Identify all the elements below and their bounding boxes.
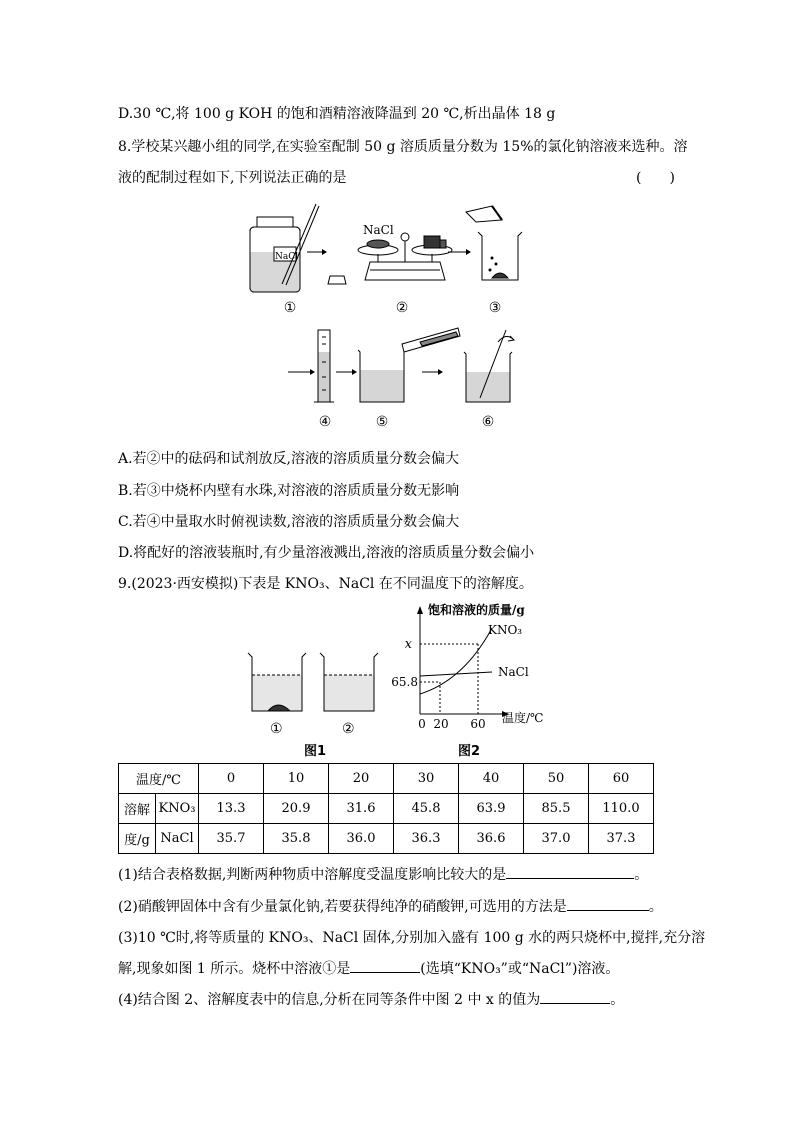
arrow-head	[352, 369, 357, 375]
table-cell: 31.6	[329, 794, 394, 824]
step-number: ④	[318, 414, 332, 430]
beaker-2	[320, 653, 378, 711]
row-name: KNO₃	[156, 794, 199, 824]
q8-stem-line2: 液的配制过程如下,下列说法正确的是	[118, 170, 347, 186]
step-number: ③	[488, 300, 502, 316]
apparatus-figure	[230, 192, 570, 432]
arrow-head	[466, 249, 471, 255]
table-cell: 85.5	[524, 794, 589, 824]
answer-blank[interactable]	[506, 864, 634, 879]
beaker-2-label: ②	[342, 721, 355, 737]
q9-sub1	[118, 864, 648, 884]
header-temp: 10	[264, 764, 329, 794]
q8-option-d: D.将配好的溶液装瓶时,有少量溶液溅出,溶液的溶质质量分数会偏小	[118, 545, 535, 561]
y-tick-x: x	[404, 637, 412, 652]
answer-blank[interactable]	[540, 989, 610, 1004]
period: 。	[648, 899, 663, 915]
answer-parentheses: ( )	[636, 170, 675, 186]
q8-stem-line1: 8.学校某兴趣小组的同学,在实验室配制 50 g 溶质质量分数为 15%的氯化钠溶液来选种。溶	[118, 139, 688, 155]
beaker-with-solid	[466, 206, 522, 280]
step-number: ⑥	[481, 414, 495, 430]
table-row	[119, 794, 654, 824]
q9-sub2	[118, 896, 663, 916]
q9-stem: 9.(2023·西安模拟)下表是 KNO₃、NaCl 在不同温度下的溶解度。	[118, 576, 533, 592]
table-cell: 35.8	[264, 824, 329, 854]
q9-sub4	[118, 989, 624, 1009]
balance	[358, 233, 452, 280]
kno3-curve	[420, 628, 492, 694]
beaker-pouring	[358, 328, 460, 402]
table-header-row	[119, 764, 654, 794]
header-temp: 20	[329, 764, 394, 794]
step-number: ①	[283, 300, 297, 316]
table-cell: 110.0	[589, 794, 654, 824]
table-cell: 35.7	[199, 824, 264, 854]
header-temp: 50	[524, 764, 589, 794]
x-tick-0: 0	[418, 717, 426, 730]
y-axis-arrow	[417, 606, 423, 614]
arrow-head	[438, 369, 443, 375]
header-temp: 0	[199, 764, 264, 794]
x-tick-60: 60	[470, 717, 486, 730]
q9-sub3-line2	[118, 958, 619, 978]
table-cell: 36.3	[394, 824, 459, 854]
q9-sub2-text: (2)硝酸钾固体中含有少量氯化钠,若要获得纯净的硝酸钾,可选用的方法是	[118, 899, 567, 915]
q8-option-b: B.若③中烧杯内壁有水珠,对溶液的溶质质量分数无影响	[118, 483, 460, 499]
q8-option-c: C.若④中量取水时俯视读数,溶液的溶质质量分数会偏大	[118, 514, 460, 530]
y-axis-label: 饱和溶液的质量/g	[428, 603, 525, 617]
table-cell: 36.0	[329, 824, 394, 854]
beaker-1	[248, 653, 306, 711]
q9-sub3-line1: (3)10 ℃时,将等质量的 KNO₃、NaCl 固体,分别加入盛有 100 g 水的两只烧杯中,搅拌,充分溶	[118, 930, 706, 946]
header-temp: 60	[589, 764, 654, 794]
x-tick-20: 20	[433, 717, 449, 730]
answer-blank[interactable]	[567, 896, 649, 911]
q7-option-d: D.30 ℃,将 100 g KOH 的饱和酒精溶液降温到 20 ℃,析出晶体 18 g	[118, 106, 556, 122]
period: 。	[610, 992, 625, 1008]
figure-1-caption: 图1	[304, 744, 327, 759]
figure-1-beakers	[240, 645, 380, 740]
beaker-1-label: ①	[270, 721, 283, 737]
table-cell: 36.6	[459, 824, 524, 854]
header-temp: 40	[459, 764, 524, 794]
table-cell: 63.9	[459, 794, 524, 824]
table-cell: 13.3	[199, 794, 264, 824]
step-number: ②	[395, 300, 409, 316]
table-cell: 20.9	[264, 794, 329, 824]
nacl-curve-label: NaCl	[498, 665, 529, 679]
q9-sub3-text: 解,现象如图 1 所示。烧杯中溶液①是	[118, 961, 351, 977]
q9-sub1-text: (1)结合表格数据,判断两种物质中溶解度受温度影响比较大的是	[118, 867, 507, 883]
table-cell: 45.8	[394, 794, 459, 824]
period: 。	[634, 867, 649, 883]
table-row	[119, 824, 654, 854]
q9-sub3-text-end: (选填“KNO₃”或“NaCl”)溶液。	[420, 961, 620, 977]
header-temp-label: 温度/℃	[119, 764, 199, 794]
row-name: NaCl	[156, 824, 199, 854]
header-temp: 30	[394, 764, 459, 794]
nacl-bottle-label: NaCl	[275, 252, 299, 262]
q8-option-a: A.若②中的砝码和试剂放反,溶液的溶质质量分数会偏大	[118, 451, 460, 467]
solubility-table	[118, 763, 654, 854]
step-number: ⑤	[375, 414, 389, 430]
nacl-balance-label: NaCl	[363, 223, 394, 237]
row-label-bottom: 度/g	[119, 824, 156, 854]
table-cell: 37.0	[524, 824, 589, 854]
x-axis-label: 温度/℃	[502, 711, 544, 725]
arrow-head	[310, 369, 315, 375]
graduated-cylinder	[314, 330, 334, 402]
nacl-curve	[420, 672, 492, 676]
answer-blank[interactable]	[350, 958, 420, 973]
row-label-top: 溶解	[119, 794, 156, 824]
figure-2-caption: 图2	[458, 744, 481, 759]
table-cell: 37.3	[589, 824, 654, 854]
beaker-stirring	[464, 330, 514, 402]
arrow-head	[322, 249, 327, 255]
figure-2-graph	[384, 600, 564, 730]
y-tick-65-8: 65.8	[391, 675, 418, 689]
q9-sub4-text: (4)结合图 2、溶解度表中的信息,分析在同等条件中图 2 中 x 的值为	[118, 992, 541, 1008]
reagent-bottle	[250, 204, 346, 292]
kno3-curve-label: KNO₃	[488, 623, 523, 637]
